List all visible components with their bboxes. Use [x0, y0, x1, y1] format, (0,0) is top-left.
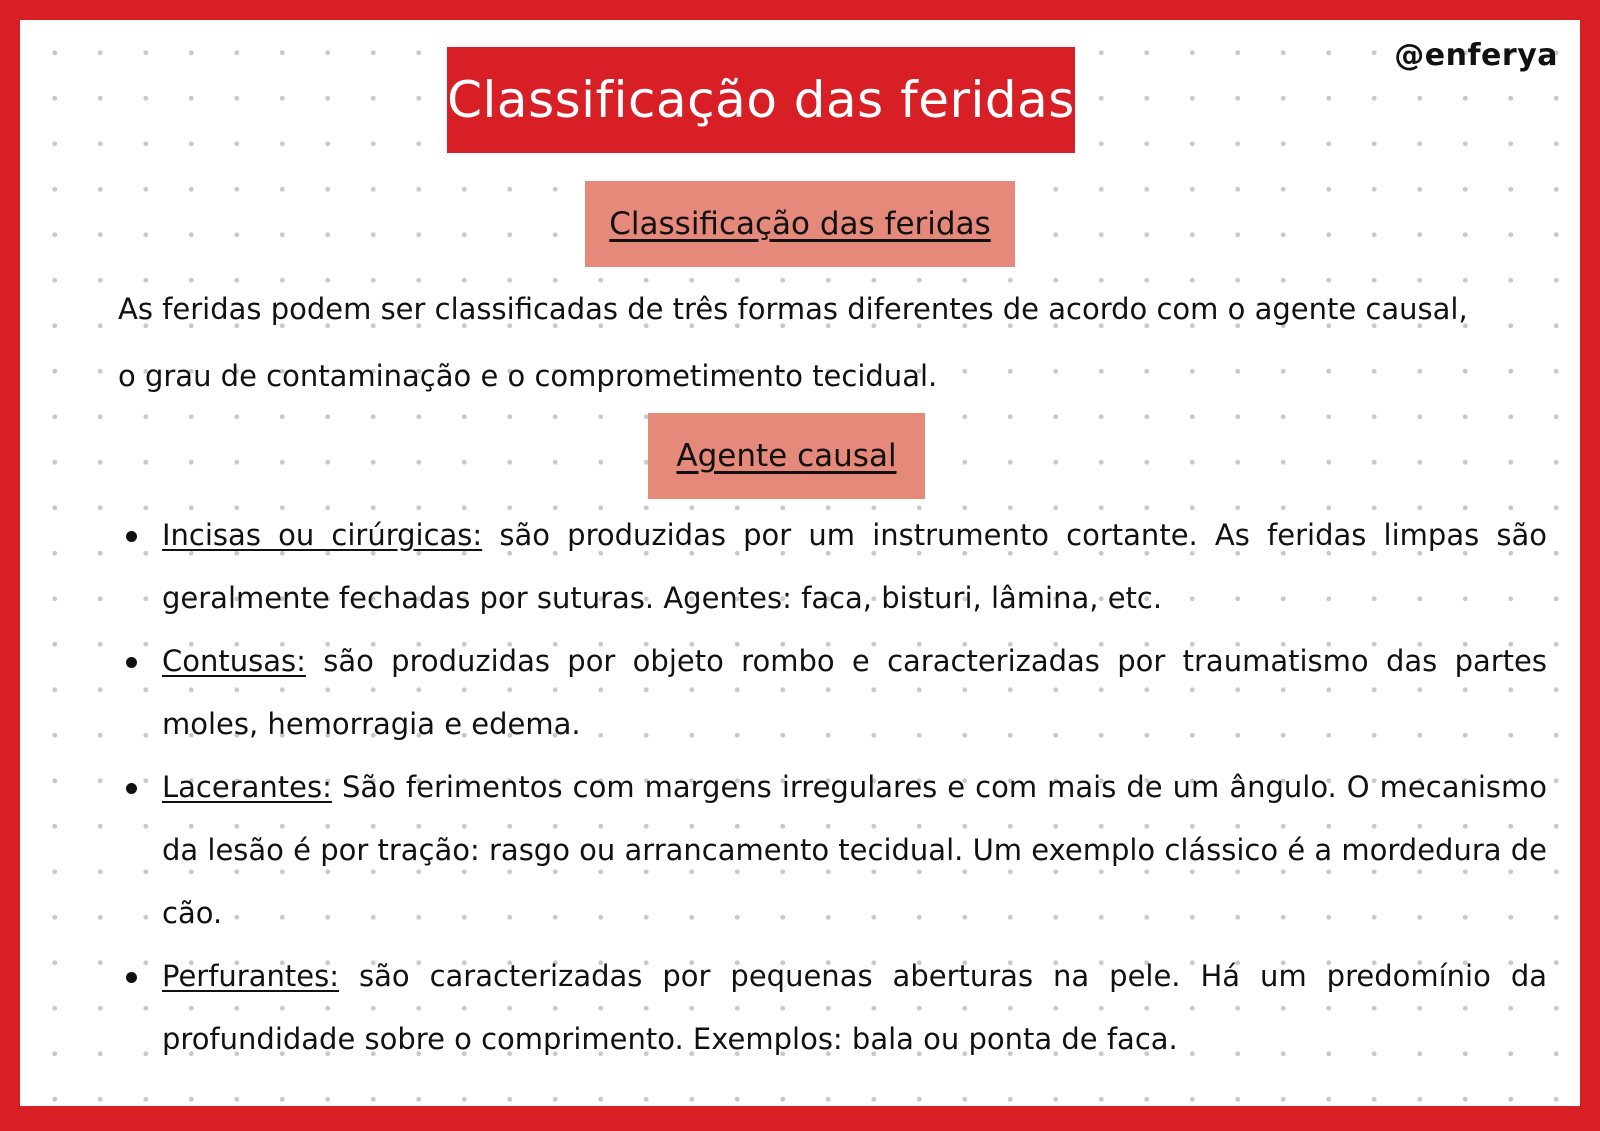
- page-title: Classificação das feridas: [447, 47, 1075, 153]
- section-heading-classificacao: Classificação das feridas: [585, 181, 1015, 267]
- list-item-term: Lacerantes:: [162, 770, 332, 804]
- section-heading-agente-causal: Agente causal: [648, 413, 925, 499]
- bullet-icon: [126, 657, 137, 668]
- intro-paragraph: [118, 276, 1518, 410]
- list-item-text: São ferimentos com margens irregulares e com mais de um ângulo. O mecanismo da lesão é por tração: rasgo ou arrancamento tecidual. Um exemplo clássico é a mordedura de cão.: [162, 770, 1548, 930]
- list-item-term: Perfurantes:: [162, 959, 339, 993]
- page: [20, 20, 1580, 1106]
- list-item-term: Incisas ou cirúrgicas:: [162, 518, 483, 552]
- list-item: [162, 756, 1547, 945]
- list-item-term: Contusas:: [162, 644, 306, 678]
- list-item: [162, 504, 1547, 630]
- agent-list: [162, 504, 1547, 1071]
- list-item-text: são produzidas por um instrumento cortante. As feridas limpas são geralmente fechadas por suturas. Agentes: faca, bisturi, lâmina, etc.: [162, 518, 1548, 615]
- list-item: [162, 630, 1547, 756]
- bullet-icon: [126, 972, 137, 983]
- intro-line-2: o grau de contaminação e o comprometimento tecidual.: [118, 359, 938, 393]
- list-item-text: são caracterizadas por pequenas aberturas na pele. Há um predomínio da profundidade sobre o comprimento. Exemplos: bala ou ponta de faca.: [162, 959, 1548, 1056]
- list-item-text: são produzidas por objeto rombo e caracterizadas por traumatismo das partes moles, hemorragia e edema.: [162, 644, 1547, 741]
- list-item: [162, 945, 1547, 1071]
- bullet-icon: [126, 783, 137, 794]
- author-handle: @enferya: [1394, 38, 1558, 73]
- intro-line-1: As feridas podem ser classificadas de três formas diferentes de acordo com o agente causal,: [118, 292, 1468, 326]
- bullet-icon: [126, 531, 137, 542]
